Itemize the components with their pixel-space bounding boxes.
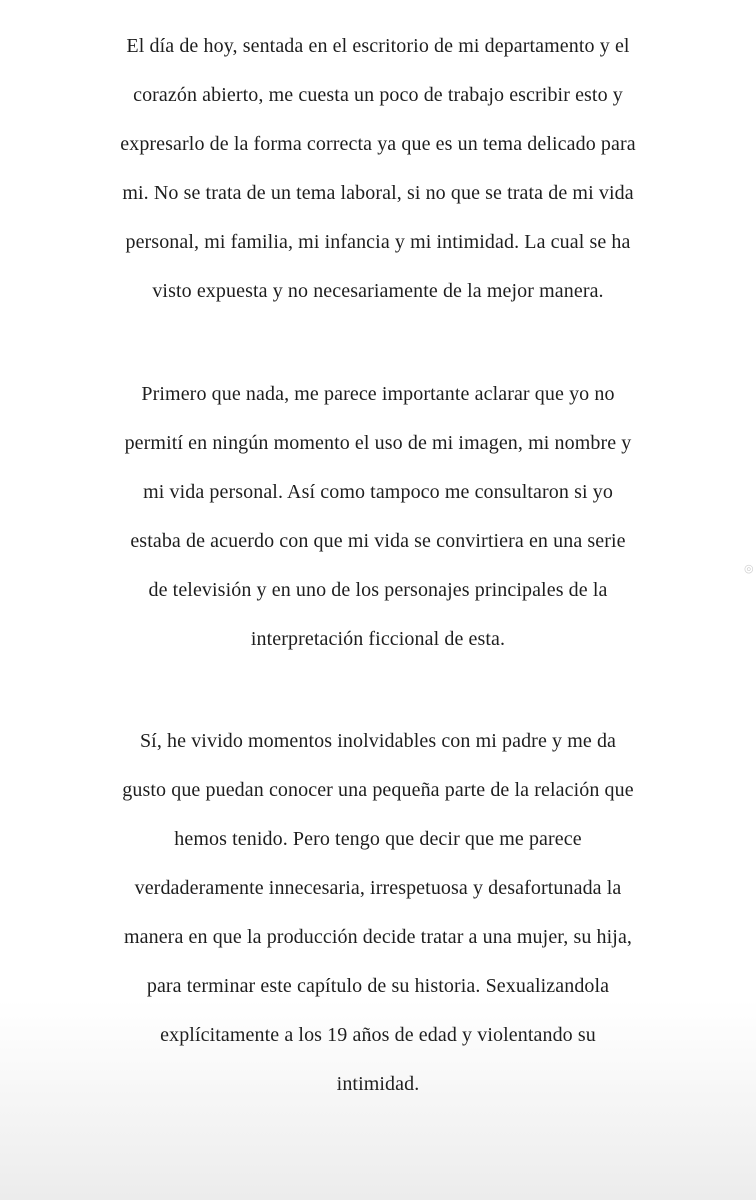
text-line: hemos tenido. Pero tengo que decir que me parece (174, 828, 582, 850)
text-line: intimidad. (336, 1073, 420, 1095)
text-line: estaba de acuerdo con que mi vida se convirtiera en una serie (130, 530, 626, 552)
text-line: Sí, he vivido momentos inolvidables con mi padre y me da (139, 730, 617, 752)
paragraph-3 (60, 717, 696, 1109)
text-line: gusto que puedan conocer una pequeña parte de la relación que (122, 779, 634, 801)
text-line: Primero que nada, me parece importante aclarar que yo no (141, 383, 615, 405)
text-line: mi. No se trata de un tema laboral, si no que se trata de mi vida (122, 182, 634, 204)
text-line: personal, mi familia, mi infancia y mi intimidad. La cual se ha (125, 231, 631, 253)
text-line: corazón abierto, me cuesta un poco de trabajo escribir esto y (133, 84, 623, 106)
paragraph-1 (60, 22, 696, 316)
text-line: para terminar este capítulo de su historia. Sexualizandola (146, 975, 610, 997)
text-line: visto expuesta y no necesariamente de la mejor manera. (152, 280, 604, 302)
text-line: interpretación ficcional de esta. (250, 628, 506, 650)
text-line: de televisión y en uno de los personajes principales de la (148, 579, 608, 601)
text-line: permití en ningún momento el uso de mi imagen, mi nombre y (124, 432, 632, 454)
text-line: mi vida personal. Así como tampoco me consultaron si yo (143, 481, 613, 503)
text-line: manera en que la producción decide tratar a una mujer, su hija, (123, 926, 633, 948)
text-line: explícitamente a los 19 años de edad y violentando su (160, 1024, 596, 1046)
paragraph-2 (60, 370, 696, 664)
text-line: expresarlo de la forma correcta ya que es un tema delicado para (120, 133, 636, 155)
camera-icon: ◎ (744, 562, 754, 575)
text-line: verdaderamente innecesaria, irrespetuosa y desafortunada la (134, 877, 622, 899)
text-line: El día de hoy, sentada en el escritorio de mi departamento y el (126, 35, 630, 57)
